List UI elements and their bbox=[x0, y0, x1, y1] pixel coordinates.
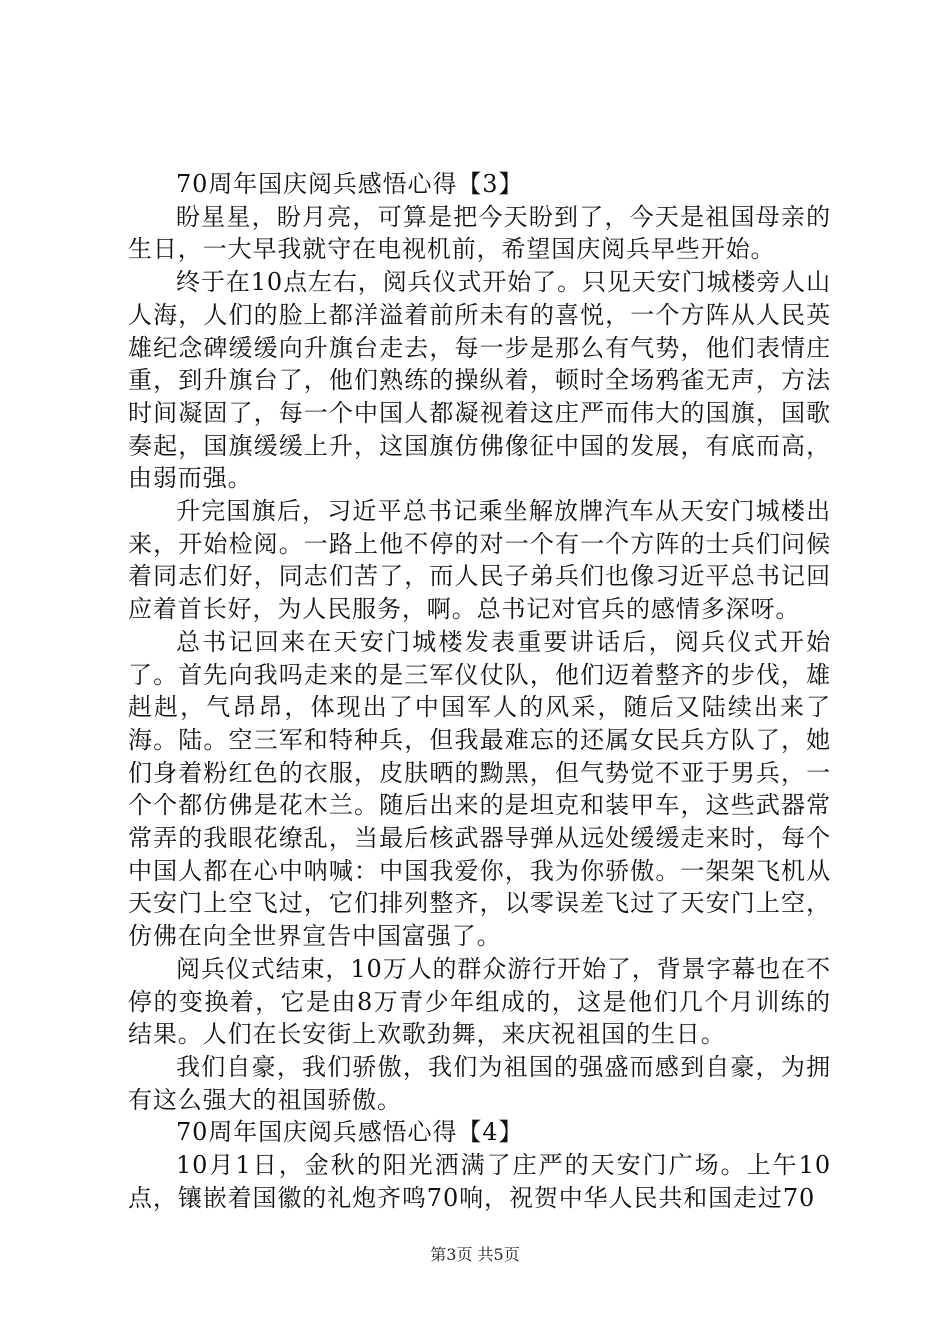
paragraph: 盼星星，盼月亮，可算是把今天盼到了，今天是祖国母亲的生日，一大早我就守在电视机前，希望国庆阅兵早些开始。 bbox=[128, 202, 831, 264]
paragraph: 总书记回来在天安门城楼发表重要讲话后，阅兵仪式开始了。首先向我吗走来的是三军仪仗队，他们迈着整齐的步伐，雄赳赳，气昂昂，体现出了中国军人的风采，随后又陆续出来了海。陆。空三军和特种兵，但我最难忘的还属女民兵方队了，她们身着粉红色的衣服，皮肤晒的黝黑，但气势觉不亚于男兵，一个个都仿佛是花木兰。随后出来的是坦克和装甲车，这些武器常常弄的我眼花缭乱，当最后核武器导弹从远处缓缓走来时，每个中国人都在心中呐喊：中国我爱你，我为你骄傲。一架架飞机从天安门上空飞过，它们排列整齐，以零误差飞过了天安门上空，仿佛在向全世界宣告中国富强了。 bbox=[128, 627, 831, 951]
paragraph: 升完国旗后，习近平总书记乘坐解放牌汽车从天安门城楼出来，开始检阅。一路上他不停的对一个有一个方阵的士兵们问候着同志们好，同志们苦了，而人民子弟兵们也像习近平总书记回应着首长好，为人民服务，啊。总书记对官兵的感情多深呀。 bbox=[128, 497, 831, 624]
paragraph: 阅兵仪式结束，10万人的群众游行开始了，背景字幕也在不停的变换着，它是由8万青少年组成的，这是他们几个月训练的结果。人们在长安街上欢歌劲舞，来庆祝祖国的生日。 bbox=[128, 954, 831, 1049]
page-number-footer: 第3页 共5页 bbox=[430, 1245, 520, 1264]
section-heading-3: 70周年国庆阅兵感悟心得【3】 bbox=[176, 170, 524, 198]
document-body bbox=[128, 168, 831, 1215]
paragraph: 10月1日，金秋的阳光洒满了庄严的天安门广场。上午10点，镶嵌着国徽的礼炮齐鸣70响，祝贺中华人民共和国走过70 bbox=[128, 1151, 831, 1212]
paragraph: 终于在10点左右，阅兵仪式开始了。只见天安门城楼旁人山人海，人们的脸上都洋溢着前所未有的喜悦，一个方阵从人民英雄纪念碑缓缓向升旗台走去，每一步是那么有气势，他们表情庄重，到升旗台了，他们熟练的操纵着，顿时全场鸦雀无声，方法时间凝固了，每一个中国人都凝视着这庄严而伟大的国旗，国歌奏起，国旗缓缓上升，这国旗仿佛像征中国的发展，有底而高，由弱而强。 bbox=[128, 268, 831, 493]
section-heading-4: 70周年国庆阅兵感悟心得【4】 bbox=[176, 1118, 524, 1147]
paragraph: 我们自豪，我们骄傲，我们为祖国的强盛而感到自豪，为拥有这么强大的祖国骄傲。 bbox=[128, 1052, 831, 1114]
